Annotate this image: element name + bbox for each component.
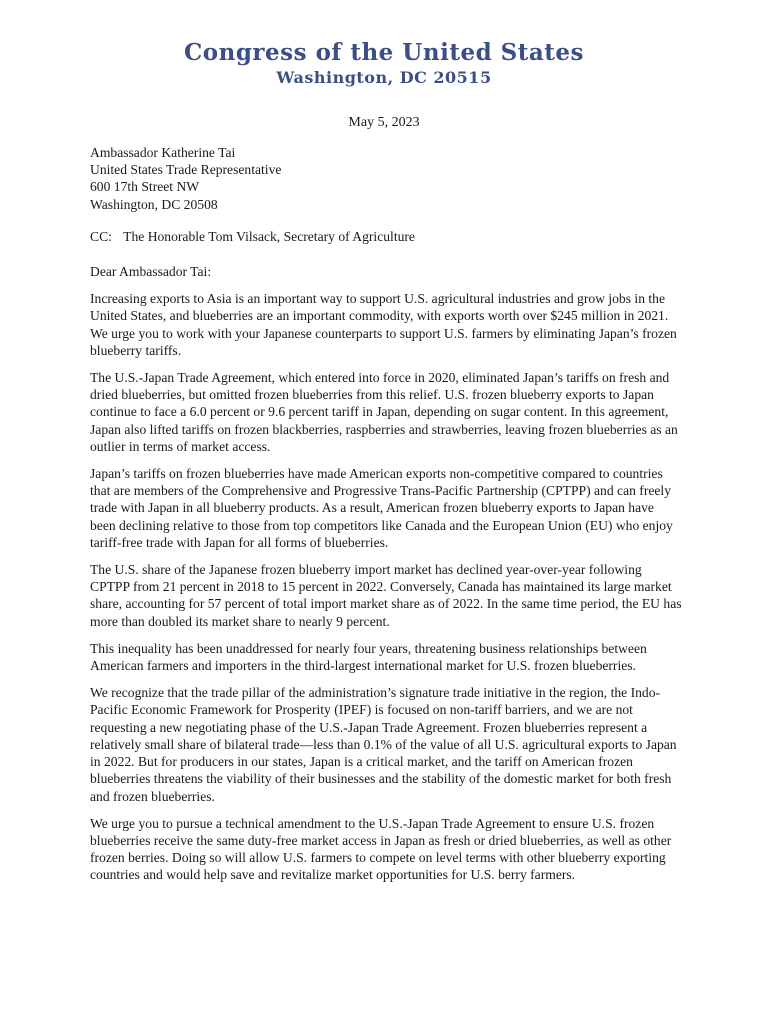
salutation: Dear Ambassador Tai: (90, 264, 212, 280)
body-paragraph: Japan’s tariffs on frozen blueberries have made American exports non-competitive compared to countries that are members of the Comprehensive and Progressive Trans-Pacific Partnership (CPTPP) and can freely trade with Japan in all blueberry products. As a result, American frozen blueberry exports to Japan have been declining relative to those from top competitors like Canada and the European Union (EU) who enjoy tariff-free trade with Japan for all forms of blueberries. (90, 466, 673, 550)
letter-date: May 5, 2023 (348, 115, 420, 130)
recipient-line: United States Trade Representative (90, 162, 282, 178)
body-paragraph: Increasing exports to Asia is an important way to support U.S. agricultural industries and grow jobs in the United States, and blueberries are an important commodity, with exports worth over $245 million in 2021. We urge you to work with your Japanese counterparts to support U.S. farmers by eliminating Japan’s frozen blueberry tariffs. (90, 291, 677, 358)
body-paragraph: We recognize that the trade pillar of the administration’s signature trade initiative in the region, the Indo-Pacific Economic Framework for Prosperity (IPEF) is focused on non-tariff barriers, and we are not requesting a new negotiating phase of the U.S.-Japan Trade Agreement. Frozen blueberries represent a relatively small share of bilateral trade—less than 0.1% of the value of all U.S. agricultural exports to Japan in 2022. But for producers in our states, Japan is a critical market, and the tariff on American frozen blueberries threatens the viability of their businesses and the stability of the domestic market for both fresh and frozen blueberries. (90, 685, 677, 804)
cc-line (90, 228, 682, 245)
cc-label: CC: (90, 228, 112, 244)
cc-text: The Honorable Tom Vilsack, Secretary of Agriculture (123, 228, 415, 244)
recipient-line: Ambassador Katherine Tai (90, 145, 236, 160)
body-paragraph: The U.S. share of the Japanese frozen blueberry import market has declined year-over-year following CPTPP from 21 percent in 2018 to 15 percent in 2022. Conversely, Canada has maintained its large market share, accounting for 57 percent of total import market share as of 2022. In the same time period, the EU has more than doubled its market share to nearly 9 percent. (90, 562, 682, 629)
letterhead-title: Congress of the United States (183, 39, 585, 66)
recipient-line: 600 17th Street NW (90, 179, 200, 195)
letterhead (0, 40, 768, 88)
body-paragraph: The U.S.-Japan Trade Agreement, which entered into force in 2020, eliminated Japan’s tariffs on fresh and dried blueberries, but omitted frozen blueberries from this relief. U.S. frozen blueberry exports to Japan continue to face a 6.0 percent or 9.6 percent tariff in Japan, depending on sugar content. In this agreement, Japan also lifted tariffs on frozen blackberries, raspberries and strawberries, leaving frozen blueberries as an outlier in terms of market access. (90, 370, 678, 454)
letterhead-subtitle: Washington, DC 20515 (276, 68, 492, 87)
recipient-line: Washington, DC 20508 (90, 196, 218, 212)
body-paragraph: This inequality has been unaddressed for nearly four years, threatening business relationships between American farmers and importers in the third-largest international market for U.S. frozen blueberries. (90, 640, 647, 674)
letter-body (90, 144, 682, 884)
body-paragraph: We urge you to pursue a technical amendment to the U.S.-Japan Trade Agreement to ensure U.S. frozen blueberries receive the same duty-free market access in Japan as fresh or dried blueberries, as well as other frozen berries. Doing so will allow U.S. farmers to compete on level terms with other blueberry exporting countries and would help save and revitalize market opportunities for U.S. berry farmers. (90, 815, 672, 883)
recipient-address (90, 144, 682, 213)
